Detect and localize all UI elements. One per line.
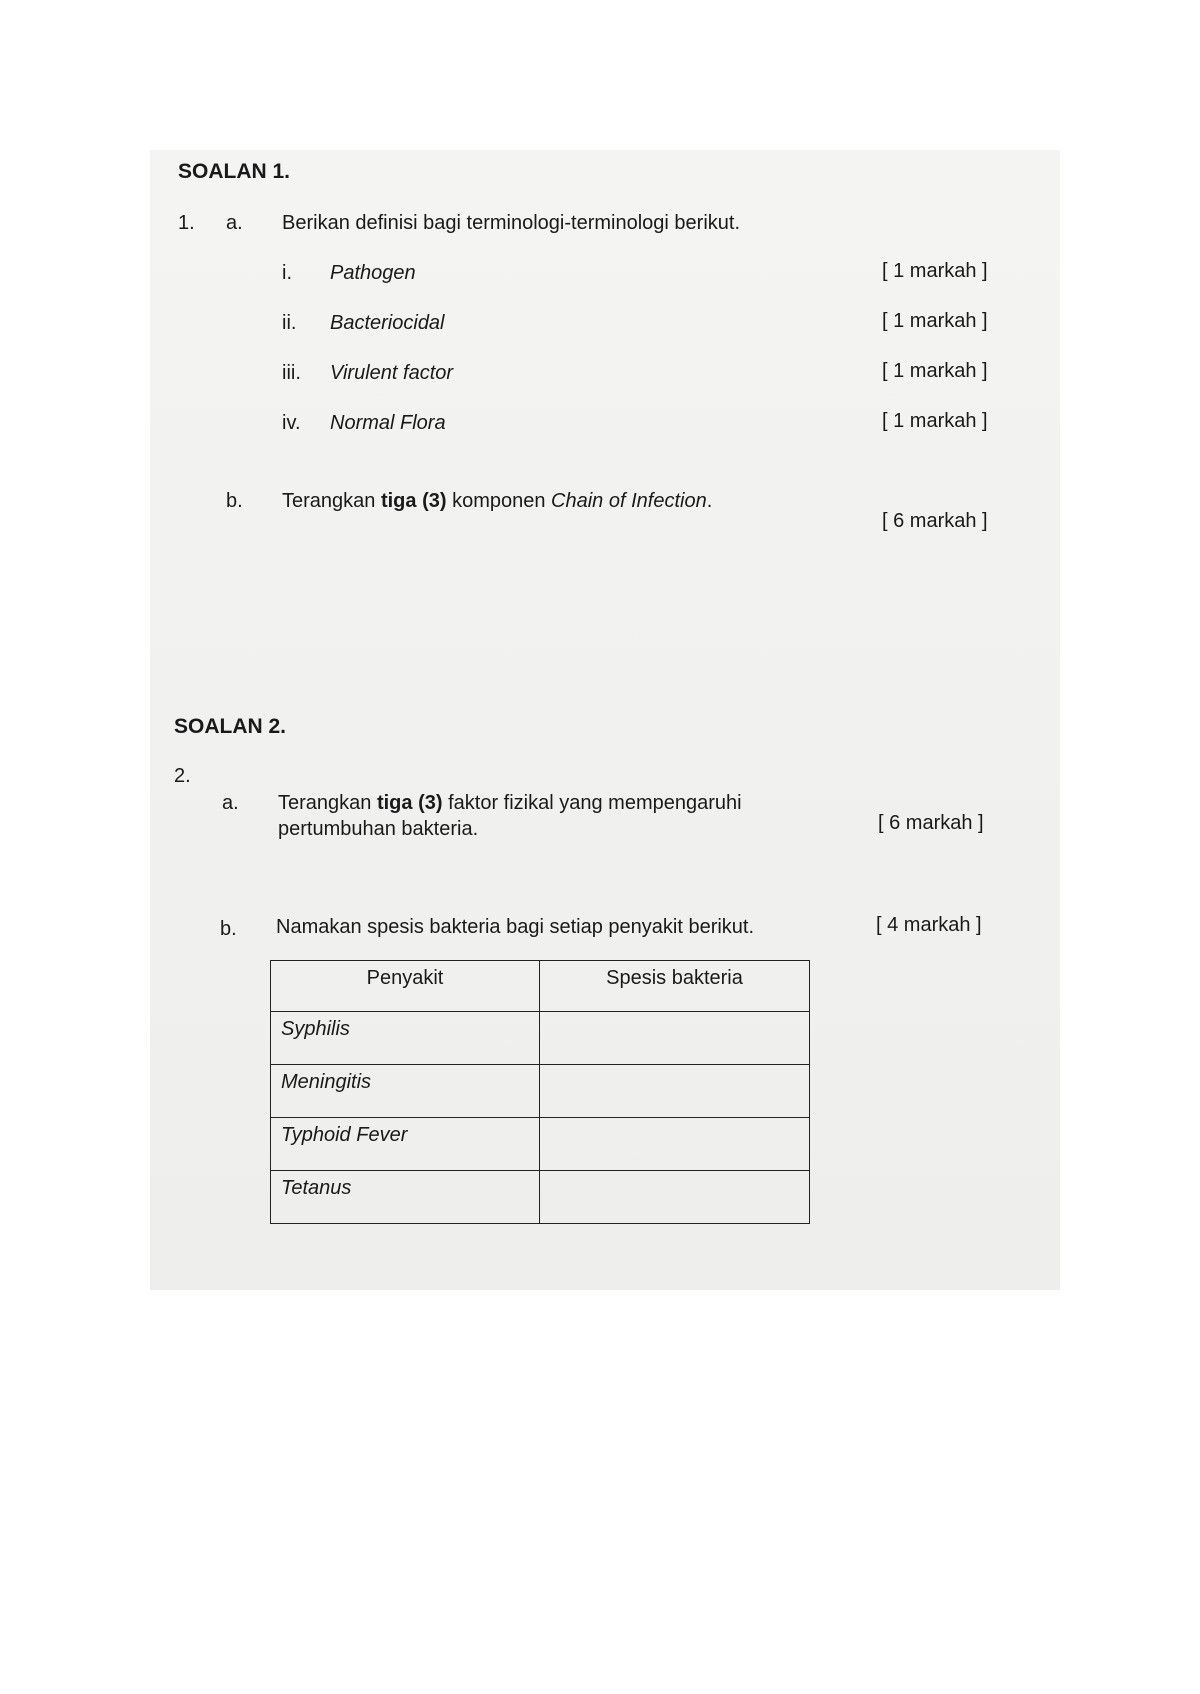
answer-cell bbox=[540, 1171, 810, 1224]
q1a-i-term: Pathogen bbox=[330, 262, 416, 284]
q1b-letter: b. bbox=[226, 490, 243, 512]
table-row bbox=[271, 1012, 810, 1065]
q2a-text-line2: pertumbuhan bakteria. bbox=[278, 818, 479, 840]
q2a-text-line1 bbox=[278, 792, 742, 815]
q1b-text bbox=[282, 490, 712, 513]
q1a-iii-term: Virulent factor bbox=[330, 362, 454, 384]
q1a-instruction: Berikan definisi bagi terminologi-terminologi berikut. bbox=[282, 212, 740, 234]
q2-number: 2. bbox=[174, 765, 191, 787]
disease-species-table bbox=[270, 960, 810, 1224]
table-row bbox=[271, 1171, 810, 1224]
q1b-text-bold: tiga (3) bbox=[380, 490, 447, 512]
q1a-iv-roman: iv. bbox=[282, 412, 301, 434]
q1a-i-roman: i. bbox=[282, 262, 292, 284]
q1-number: 1. bbox=[178, 212, 195, 234]
q1a-iii-roman: iii. bbox=[282, 362, 301, 384]
answer-cell bbox=[540, 1012, 810, 1065]
q2b-letter: b. bbox=[220, 918, 237, 940]
q2a-text-line1-end: faktor fizikal yang mempengaruhi bbox=[442, 792, 742, 814]
q1a-ii-mark: [ 1 markah ] bbox=[882, 310, 988, 332]
q1a-iv-mark: [ 1 markah ] bbox=[882, 410, 988, 432]
q1b-text-italic: Chain of Infection bbox=[551, 490, 707, 512]
header-spesis-bakteria: Spesis bakteria bbox=[540, 961, 810, 1012]
q2b-mark: [ 4 markah ] bbox=[876, 914, 982, 936]
disease-cell: Meningitis bbox=[271, 1065, 540, 1118]
q2-heading: SOALAN 2. bbox=[174, 715, 287, 738]
q1a-iv-term: Normal Flora bbox=[330, 412, 446, 434]
disease-cell: Syphilis bbox=[271, 1012, 540, 1065]
q2b-instruction: Namakan spesis bakteria bagi setiap penyakit berikut. bbox=[276, 916, 755, 938]
q1b-text-mid: komponen bbox=[446, 490, 552, 512]
q1a-ii-term: Bacteriocidal bbox=[330, 312, 445, 334]
q2a-text-pre: Terangkan bbox=[278, 792, 377, 814]
q2a-letter: a. bbox=[222, 792, 239, 814]
q1a-ii-roman: ii. bbox=[282, 312, 297, 334]
table-header-row bbox=[271, 961, 810, 1012]
q1b-text-end: . bbox=[706, 490, 713, 512]
answer-cell bbox=[540, 1118, 810, 1171]
answer-cell bbox=[540, 1065, 810, 1118]
q1-heading: SOALAN 1. bbox=[178, 160, 291, 183]
disease-cell: Tetanus bbox=[271, 1171, 540, 1224]
table-row bbox=[271, 1065, 810, 1118]
q1a-iii-mark: [ 1 markah ] bbox=[882, 360, 988, 382]
disease-cell: Typhoid Fever bbox=[271, 1118, 540, 1171]
q1b-text-pre: Terangkan bbox=[282, 490, 381, 512]
q1b-mark: [ 6 markah ] bbox=[882, 510, 988, 532]
q1a-i-mark: [ 1 markah ] bbox=[882, 260, 988, 282]
header-penyakit: Penyakit bbox=[271, 961, 540, 1012]
q1a-letter: a. bbox=[226, 212, 243, 234]
q2a-text-bold: tiga (3) bbox=[376, 792, 443, 814]
q2a-mark: [ 6 markah ] bbox=[878, 812, 984, 834]
table-row bbox=[271, 1118, 810, 1171]
